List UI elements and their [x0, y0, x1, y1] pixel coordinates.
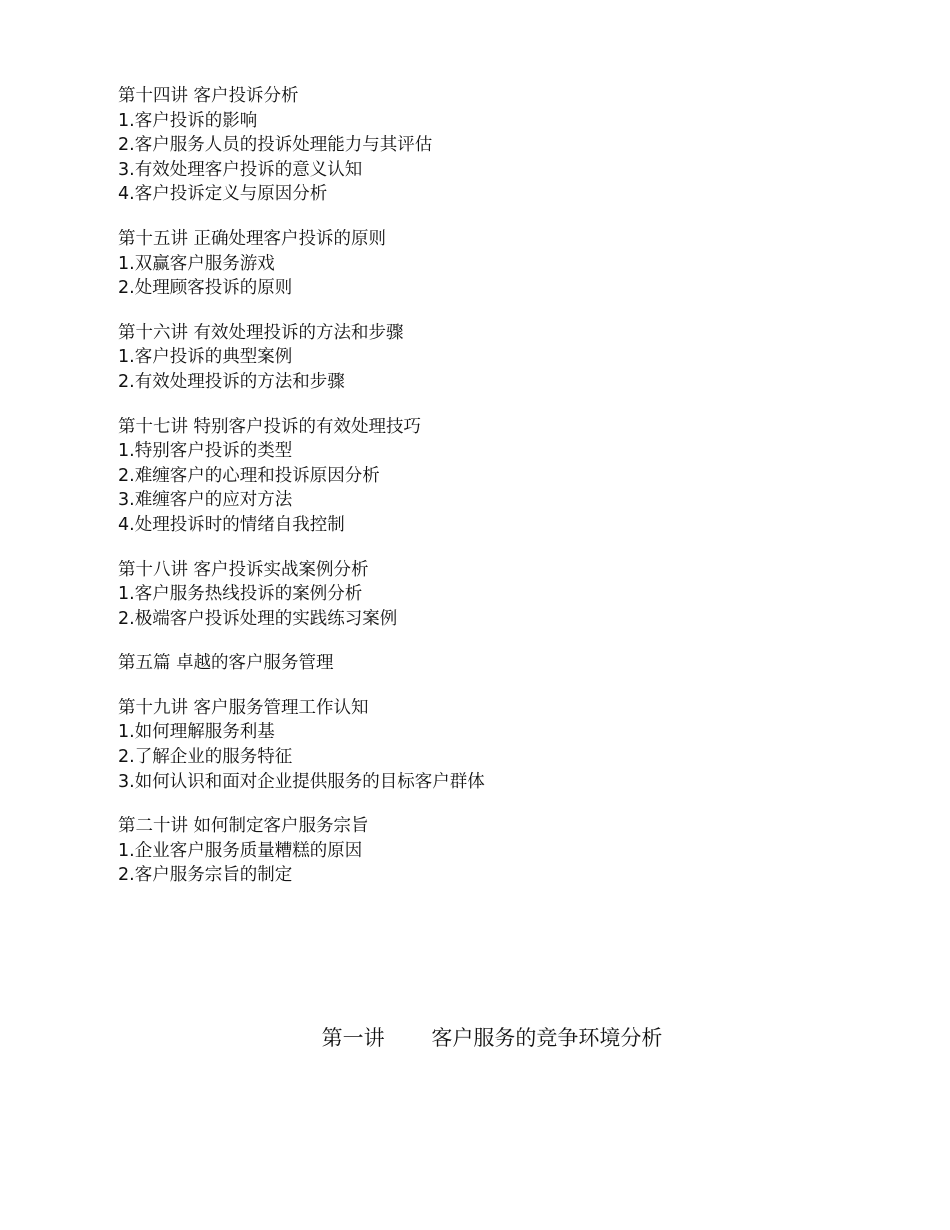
document-outline: [118, 84, 878, 908]
list-item: 1.客户投诉的典型案例: [118, 347, 293, 368]
list-item: 2.难缠客户的心理和投诉原因分析: [118, 465, 380, 486]
section-lecture-20: [118, 814, 878, 888]
list-item: 1.如何理解服务利基: [118, 722, 275, 743]
section-lecture-15: [118, 227, 878, 301]
section-heading: 第十六讲 有效处理投诉的方法和步骤: [118, 322, 404, 343]
section-lecture-18: [118, 558, 878, 632]
chapter-title: [0, 1022, 950, 1054]
list-item: 2.有效处理投诉的方法和步骤: [118, 371, 345, 392]
list-item: 2.处理顾客投诉的原则: [118, 278, 293, 299]
list-item: 1.客户投诉的影响: [118, 110, 258, 131]
list-item: 4.处理投诉时的情绪自我控制: [118, 514, 345, 535]
list-item: 1.特别客户投诉的类型: [118, 441, 293, 462]
list-item: 4.客户投诉定义与原因分析: [118, 184, 328, 205]
section-lecture-14: [118, 84, 878, 207]
list-item: 1.双赢客户服务游戏: [118, 253, 275, 274]
chapter-name: 客户服务的竞争环境分析: [431, 1026, 663, 1050]
section-heading: 第十五讲 正确处理客户投诉的原则: [118, 228, 387, 249]
section-heading: 第十八讲 客户投诉实战案例分析: [118, 559, 369, 580]
list-item: 3.有效处理客户投诉的意义认知: [118, 159, 363, 180]
section-lecture-16: [118, 321, 878, 395]
section-heading: 第二十讲 如何制定客户服务宗旨: [118, 816, 369, 837]
section-heading: 第十九讲 客户服务管理工作认知: [118, 697, 369, 718]
section-lecture-19: [118, 696, 878, 794]
section-lecture-17: [118, 415, 878, 538]
part-heading-5: [118, 651, 878, 676]
list-item: 1.企业客户服务质量糟糕的原因: [118, 840, 363, 861]
list-item: 3.如何认识和面对企业提供服务的目标客户群体: [118, 771, 485, 792]
part-heading: 第五篇 卓越的客户服务管理: [118, 653, 334, 674]
list-item: 2.极端客户投诉处理的实践练习案例: [118, 608, 398, 629]
list-item: 2.客户服务宗旨的制定: [118, 865, 293, 886]
section-heading: 第十四讲 客户投诉分析: [118, 86, 299, 106]
chapter-number: 第一讲: [321, 1026, 385, 1050]
list-item: 2.客户服务人员的投诉处理能力与其评估: [118, 135, 433, 156]
list-item: 2.了解企业的服务特征: [118, 747, 293, 768]
list-item: 3.难缠客户的应对方法: [118, 490, 293, 511]
section-heading: 第十七讲 特别客户投诉的有效处理技巧: [118, 416, 422, 437]
list-item: 1.客户服务热线投诉的案例分析: [118, 584, 363, 605]
